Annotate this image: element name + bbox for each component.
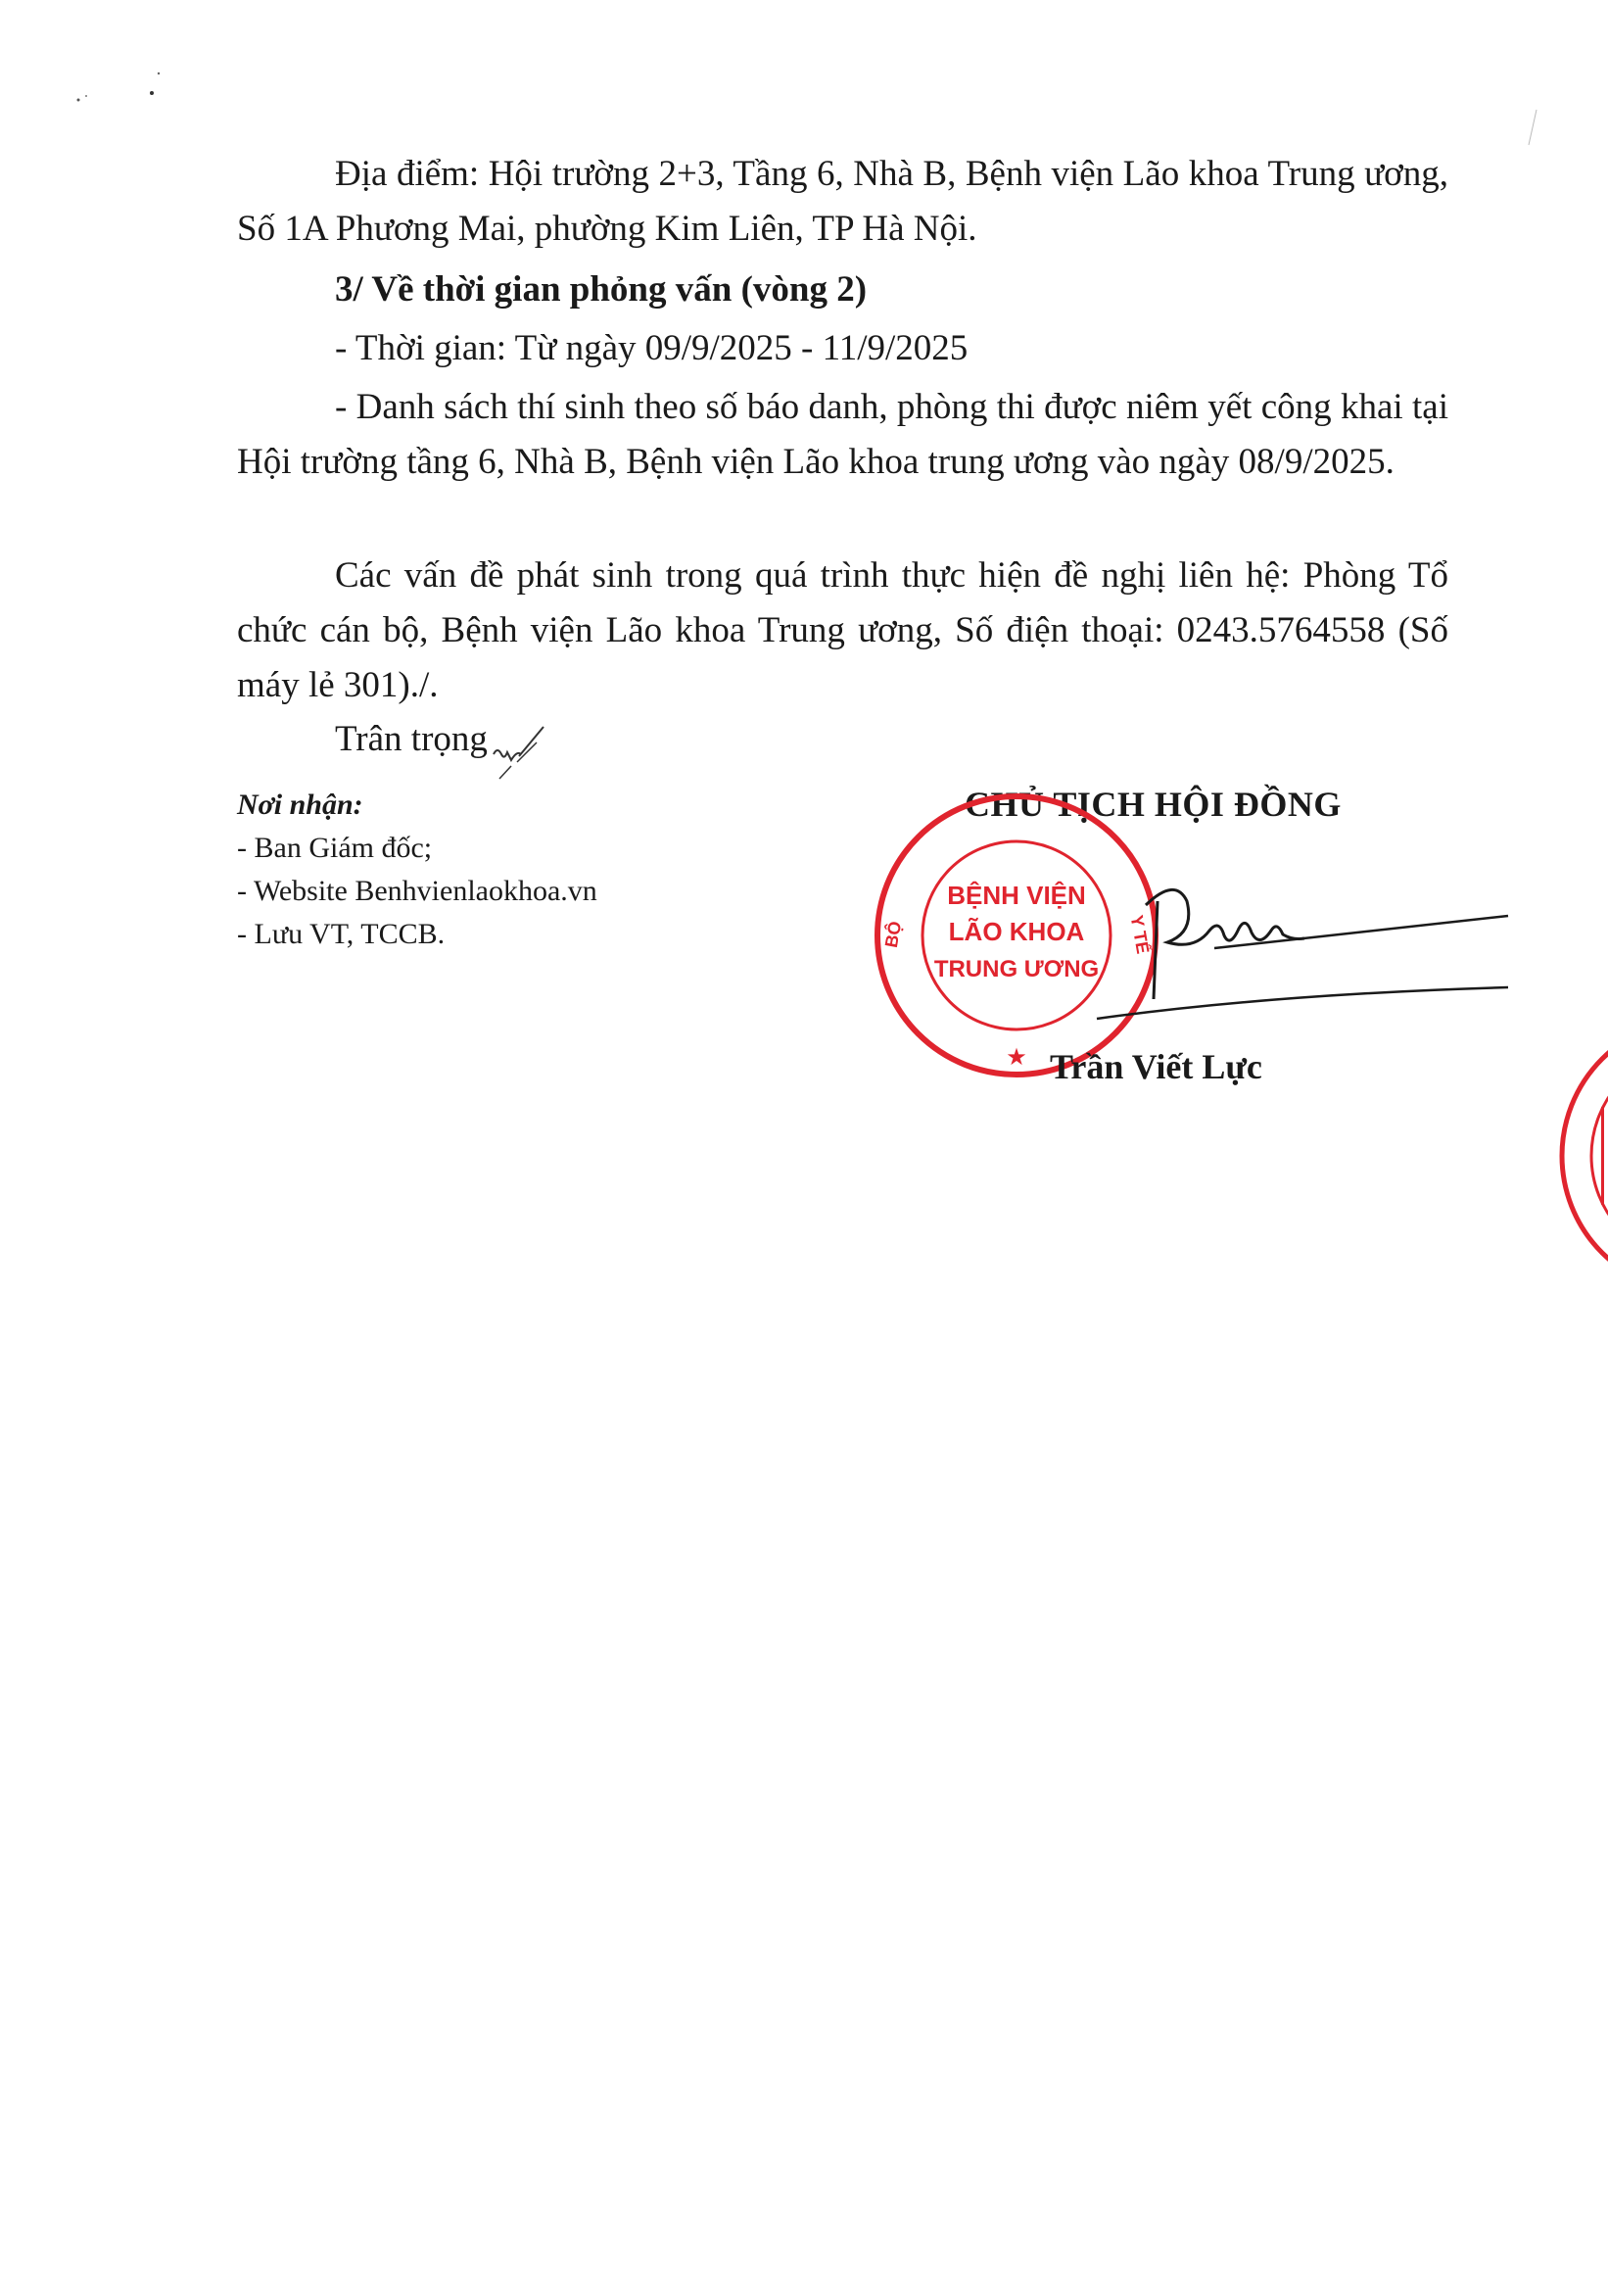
location-paragraph: Địa điểm: Hội trường 2+3, Tầng 6, Nhà B, Bệnh viện Lão khoa Trung ương, Số 1A Phương Mai, phường Kim Liên, TP Hà Nội. <box>237 154 1448 249</box>
stamp-star-icon: ★ <box>1006 1045 1027 1071</box>
recipients-block <box>237 784 597 956</box>
partial-stamp <box>1557 1009 1608 1303</box>
stamp-right-text: Y TẾ <box>1126 913 1154 956</box>
greeting: Trân trọng <box>335 719 488 759</box>
stamp-line-2: LÃO KHOA <box>948 917 1085 946</box>
handwritten-signature <box>1077 862 1518 1038</box>
scan-edge-mark <box>1523 108 1542 147</box>
stamp-left-text: BỘ <box>880 919 906 949</box>
signer-name: Trần Viết Lực <box>1050 1047 1262 1086</box>
section-3-heading: 3/ Về thời gian phỏng vấn (vòng 2) <box>335 269 868 310</box>
stamp-line-1: BỆNH VIỆN <box>947 881 1086 910</box>
stamp-line-3: TRUNG ƯƠNG <box>933 956 1100 982</box>
chairman-title: CHỦ TỊCH HỘI ĐỒNG <box>965 785 1342 824</box>
handwritten-initials <box>490 725 548 784</box>
time-paragraph: - Thời gian: Từ ngày 09/9/2025 - 11/9/2025 <box>335 328 969 368</box>
recipient-item: - Lưu VT, TCCB. <box>237 918 446 950</box>
recipient-item: - Website Benhvienlaokhoa.vn <box>237 875 597 907</box>
candidate-list-paragraph: - Danh sách thí sinh theo số báo danh, phòng thi được niêm yết công khai tại Hội trường tầng 6, Nhà B, Bệnh viện Lão khoa trung ương vào ngày 08/9/2025. <box>237 387 1448 482</box>
scan-specks <box>59 59 176 118</box>
recipient-item: - Ban Giám đốc; <box>237 832 433 864</box>
contact-paragraph: Các vấn đề phát sinh trong quá trình thực hiện đề nghị liên hệ: Phòng Tổ chức cán bộ, Bệnh viện Lão khoa Trung ương, Số điện thoại: 0243.5764558 (Số máy lẻ 301)./. <box>237 555 1448 705</box>
recipients-label: Nơi nhận: <box>237 789 363 821</box>
